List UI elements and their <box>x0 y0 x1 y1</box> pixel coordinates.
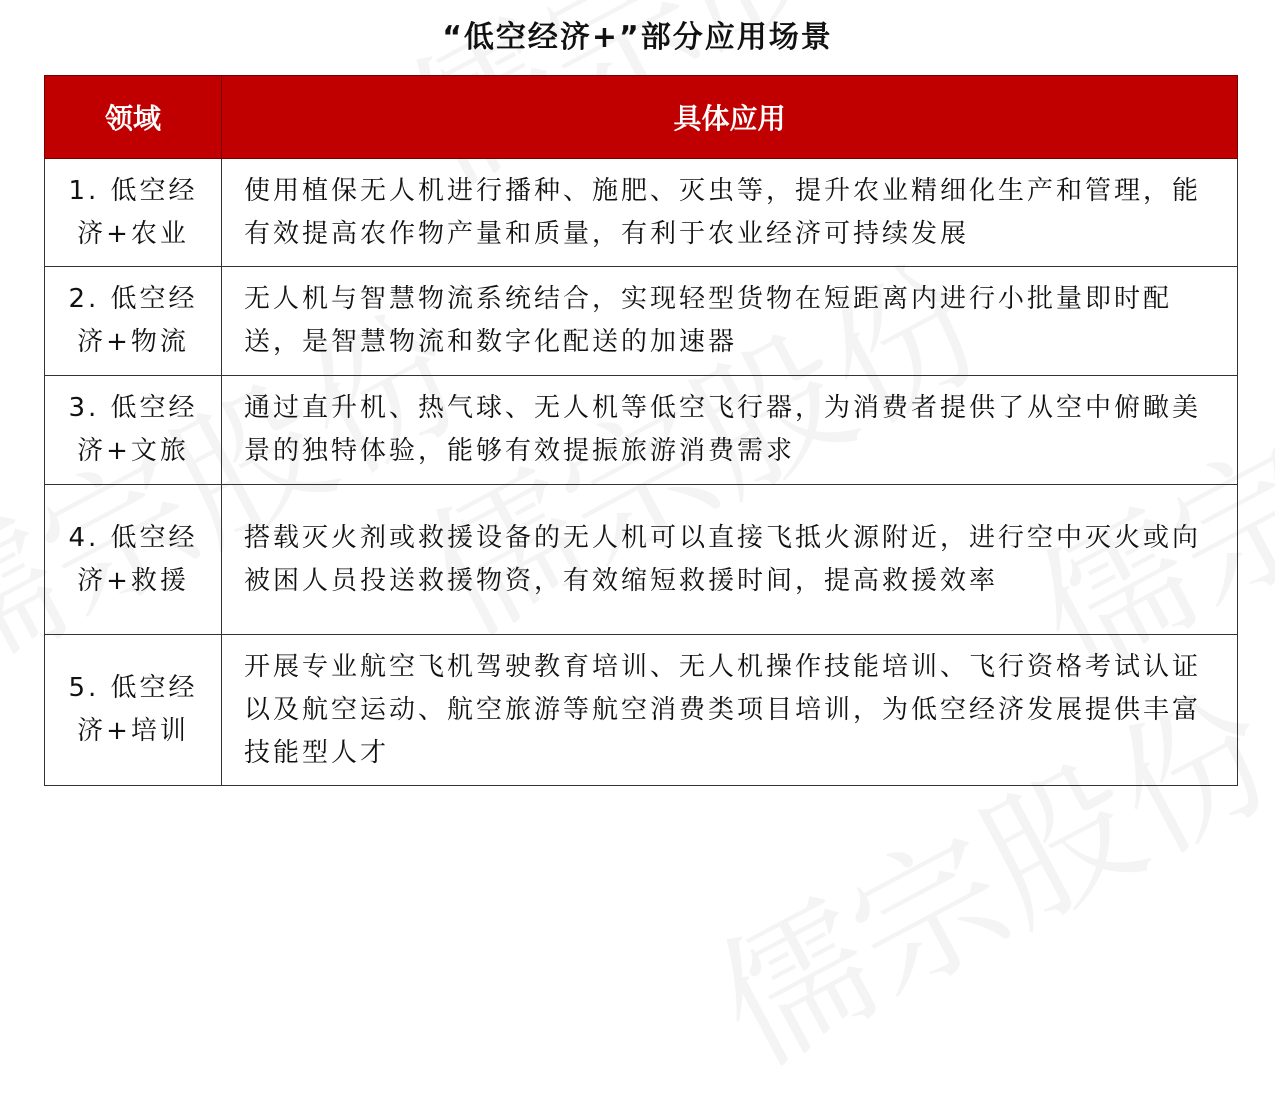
row-domain: 5. 低空经济+培训 <box>45 635 222 786</box>
table-row <box>45 485 1238 635</box>
table-row <box>45 267 1238 376</box>
row-application: 通过直升机、热气球、无人机等低空飞行器，为消费者提供了从空中俯瞰美景的独特体验，能够有效提振旅游消费需求 <box>222 376 1238 485</box>
table-row <box>45 635 1238 786</box>
row-application: 无人机与智慧物流系统结合，实现轻型货物在短距离内进行小批量即时配送，是智慧物流和数字化配送的加速器 <box>222 267 1238 376</box>
row-application: 使用植保无人机进行播种、施肥、灭虫等，提升农业精细化生产和管理，能有效提高农作物产量和质量，有利于农业经济可持续发展 <box>222 159 1238 267</box>
page-title: “低空经济+”部分应用场景 <box>442 20 833 55</box>
table-header-row <box>45 76 1238 159</box>
row-application: 开展专业航空飞机驾驶教育培训、无人机操作技能培训、飞行资格考试认证以及航空运动、航空旅游等航空消费类项目培训，为低空经济发展提供丰富技能型人才 <box>222 635 1238 786</box>
application-table <box>44 75 1238 786</box>
row-domain: 4. 低空经济+救援 <box>45 485 222 635</box>
row-domain: 2. 低空经济+物流 <box>45 267 222 376</box>
header-application: 具体应用 <box>222 76 1238 159</box>
table-row <box>45 376 1238 485</box>
row-domain: 3. 低空经济+文旅 <box>45 376 222 485</box>
header-domain: 领域 <box>45 76 222 159</box>
table-row <box>45 159 1238 267</box>
row-domain: 1. 低空经济+农业 <box>45 159 222 267</box>
row-application: 搭载灭火剂或救援设备的无人机可以直接飞抵火源附近，进行空中灭火或向被困人员投送救援物资，有效缩短救援时间，提高救援效率 <box>222 485 1238 635</box>
